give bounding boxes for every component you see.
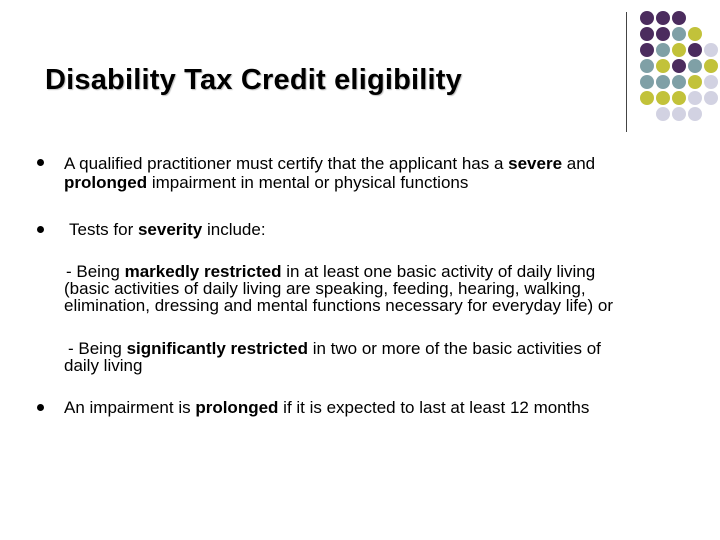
- emphasis: markedly restricted: [124, 262, 282, 281]
- decor-dot: [656, 43, 670, 57]
- decor-dot: [640, 11, 654, 25]
- emphasis: prolonged: [195, 398, 279, 417]
- decor-dot: [688, 91, 702, 105]
- decor-dot: [656, 27, 670, 41]
- bullet-dot: [37, 159, 44, 166]
- sub-item-1-line-2: (basic activities of daily living are speaking, feeding, hearing, walking,: [64, 279, 586, 298]
- emphasis: severity: [137, 220, 203, 239]
- text: impairment in mental or physical functions: [147, 173, 469, 192]
- text: and: [562, 154, 596, 173]
- decor-dot: [640, 91, 654, 105]
- decor-dot: [672, 75, 686, 89]
- bullet-dot: [37, 404, 44, 411]
- emphasis: significantly restricted: [126, 339, 308, 358]
- decor-dot: [688, 27, 702, 41]
- sub-item-1-line-1: [66, 263, 595, 280]
- bullet-3: [64, 399, 589, 416]
- decor-dot: [656, 107, 670, 121]
- divider-line: [626, 12, 627, 132]
- text: include:: [202, 220, 266, 239]
- decor-dot: [704, 75, 718, 89]
- slide-title: Disability Tax Credit eligibility: [45, 64, 462, 96]
- decor-dot: [656, 75, 670, 89]
- text: - Being: [68, 339, 127, 358]
- bullet-1-line-2: [64, 174, 468, 191]
- text: if it is expected to last at least 12 months: [278, 398, 590, 417]
- decor-dot: [640, 59, 654, 73]
- decor-dot: [704, 43, 718, 57]
- decor-dot: [688, 107, 702, 121]
- emphasis: severe: [508, 154, 563, 173]
- emphasis: prolonged: [64, 173, 148, 192]
- decor-dot: [672, 59, 686, 73]
- decor-dot: [688, 43, 702, 57]
- text: in at least one basic activity of daily living: [281, 262, 596, 281]
- decor-dot: [704, 91, 718, 105]
- sub-item-2-line-2: daily living: [64, 356, 143, 375]
- decor-dot: [688, 75, 702, 89]
- text: An impairment is: [64, 398, 196, 417]
- decor-dot: [672, 91, 686, 105]
- decor-dot: [640, 75, 654, 89]
- decor-dot: [640, 43, 654, 57]
- text: Tests for: [69, 220, 138, 239]
- sub-item-2-line-1: [68, 340, 601, 357]
- text: in two or more of the basic activities of: [307, 339, 601, 358]
- decor-dot: [688, 59, 702, 73]
- decor-dot: [672, 27, 686, 41]
- decor-dot: [640, 27, 654, 41]
- text: - Being: [66, 262, 125, 281]
- bullet-2: [69, 221, 266, 238]
- decor-dot: [656, 59, 670, 73]
- decor-dot: [704, 59, 718, 73]
- bullet-1-line-1: [64, 155, 595, 172]
- text: A qualified practitioner must certify that the applicant has a: [64, 154, 509, 173]
- decor-dot: [656, 91, 670, 105]
- decor-dot: [672, 43, 686, 57]
- bullet-dot: [37, 226, 44, 233]
- decor-dot: [656, 11, 670, 25]
- decor-dot: [672, 107, 686, 121]
- sub-item-1-line-3: elimination, dressing and mental functions necessary for everyday life) or: [64, 296, 613, 315]
- decor-dot: [672, 11, 686, 25]
